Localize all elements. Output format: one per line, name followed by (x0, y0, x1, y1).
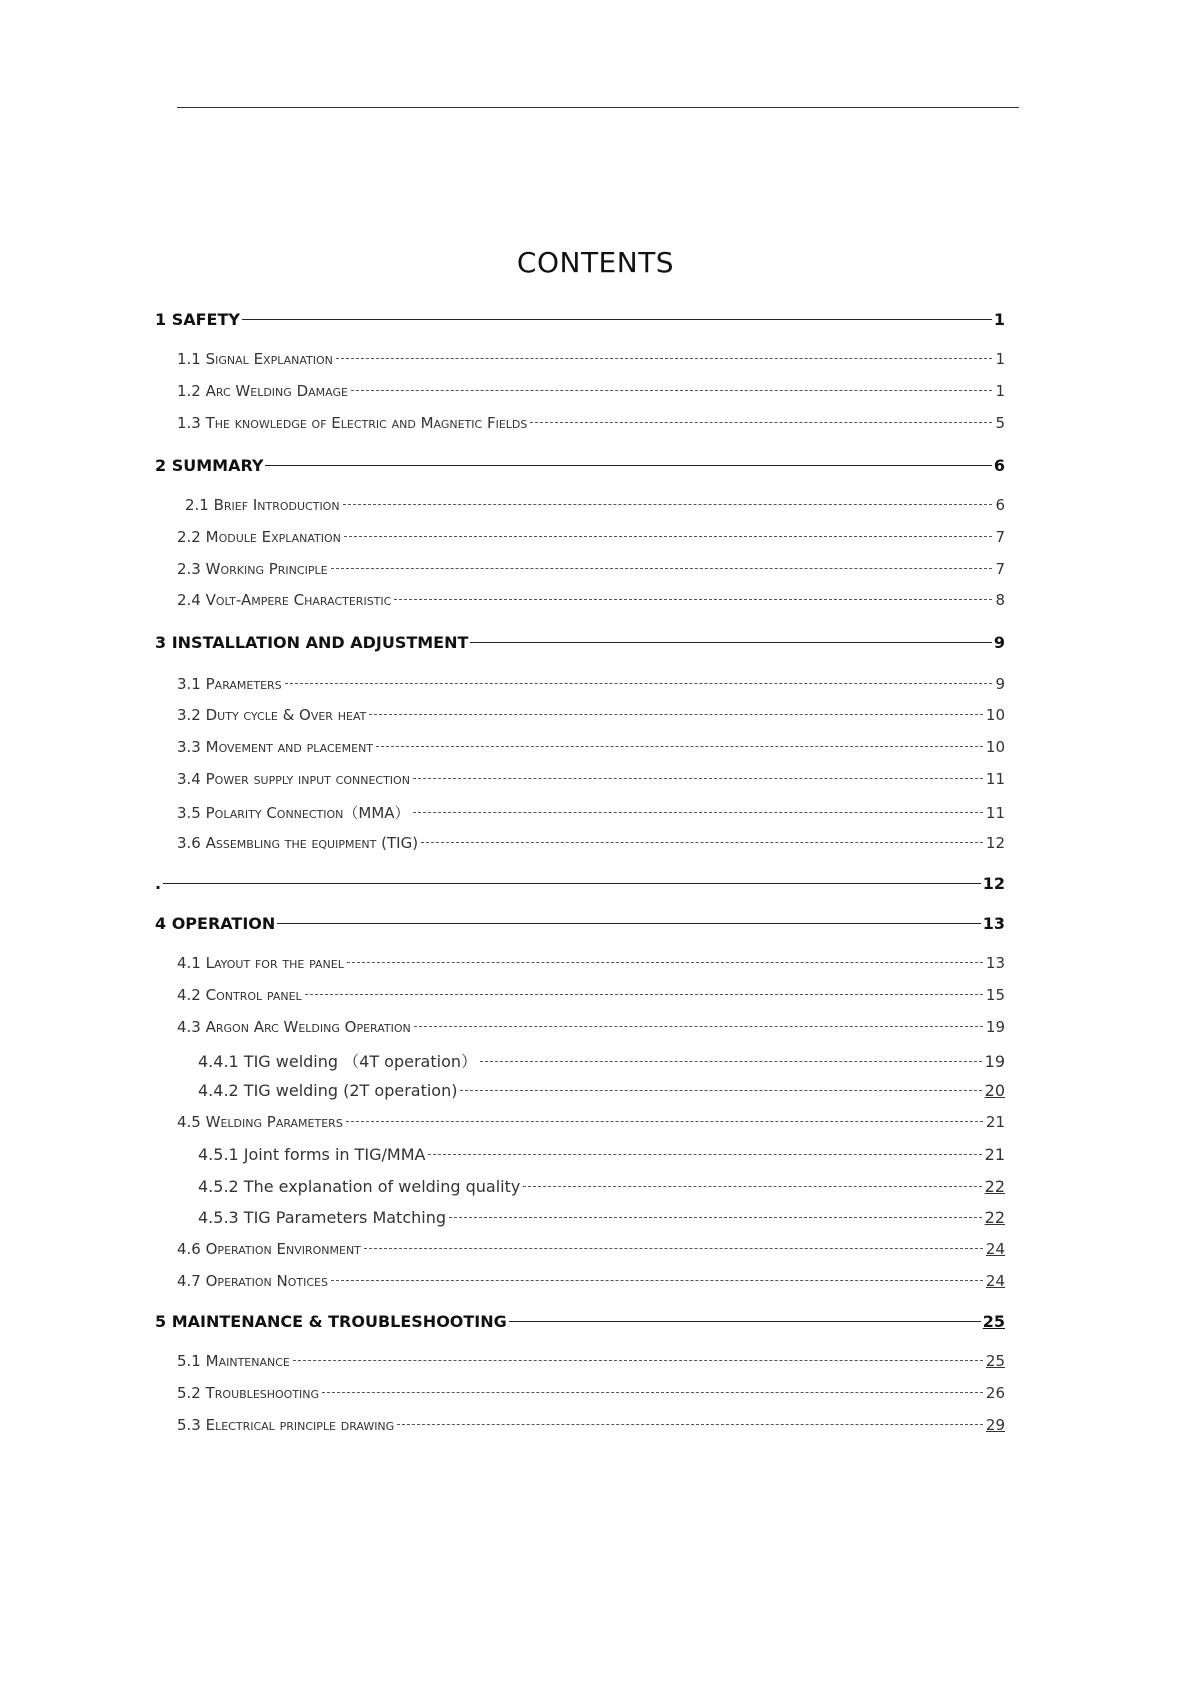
toc-section[interactable] (177, 738, 1005, 756)
toc-section[interactable] (177, 1272, 1005, 1290)
toc-section[interactable] (177, 1352, 1005, 1370)
toc-leader (413, 778, 983, 779)
toc-page-number: 12 (982, 874, 1005, 893)
toc-leader (347, 962, 983, 963)
toc-entry-label: 1.1 Signal Explanation (177, 350, 333, 368)
toc-leader (277, 923, 980, 924)
toc-entry-label: 3.1 Parameters (177, 675, 282, 693)
toc-page-number: 22 (984, 1177, 1005, 1196)
toc-entry-label: 4.7 Operation Notices (177, 1272, 328, 1290)
toc-page-number: 1 (995, 382, 1005, 400)
toc-page-number: 21 (984, 1145, 1005, 1164)
toc-section[interactable] (177, 560, 1005, 578)
toc-subsection[interactable] (198, 1081, 1005, 1100)
toc-chapter[interactable] (155, 310, 1005, 329)
toc-entry-label: 2.4 Volt-Ampere Characteristic (177, 591, 392, 609)
toc-section[interactable] (177, 591, 1005, 609)
toc-section[interactable] (177, 770, 1005, 788)
toc-section[interactable] (177, 1018, 1005, 1036)
toc-page-number: 26 (985, 1384, 1005, 1402)
toc-entry-label: 4.4.2 TIG welding (2T operation) (198, 1081, 458, 1100)
toc-entry-label: 5.2 Troubleshooting (177, 1384, 320, 1402)
toc-entry-label: 2.2 Module Explanation (177, 528, 341, 546)
toc-leader (285, 683, 993, 684)
toc-entry-label: . (155, 874, 162, 893)
toc-entry-label: 3.2 Duty cycle & Over heat (177, 706, 367, 724)
toc-page-number: 25 (982, 1312, 1005, 1331)
toc-leader (343, 504, 993, 505)
toc-chapter[interactable] (155, 874, 1005, 893)
toc-chapter[interactable] (155, 633, 1005, 652)
toc-leader (305, 994, 983, 995)
toc-section[interactable] (177, 1384, 1005, 1402)
toc-leader (421, 842, 983, 843)
toc-page-number: 24 (985, 1240, 1005, 1258)
toc-page-number: 19 (985, 1018, 1005, 1036)
toc-section[interactable] (177, 1240, 1005, 1258)
toc-page-number: 22 (984, 1208, 1005, 1227)
toc-page-number: 21 (985, 1113, 1005, 1131)
toc-leader (331, 568, 993, 569)
toc-leader (346, 1121, 983, 1122)
toc-entry-label: 4.5.1 Joint forms in TIG/MMA (198, 1145, 426, 1164)
toc-entry-label: 3.4 Power supply input connection (177, 770, 410, 788)
toc-page-number: 1 (993, 310, 1005, 329)
toc-leader (530, 422, 992, 423)
toc-leader (331, 1280, 983, 1281)
toc-leader (242, 319, 992, 320)
toc-page-number: 7 (995, 528, 1005, 546)
toc-entry-label: 4 OPERATION (155, 914, 276, 933)
toc-entry-label: 1.3 The knowledge of Electric and Magnetic Fields (177, 414, 528, 432)
toc-leader (397, 1424, 983, 1425)
toc-entry-label: 3 INSTALLATION AND ADJUSTMENT (155, 633, 469, 652)
toc-section[interactable] (177, 1113, 1005, 1131)
toc-page-number: 13 (982, 914, 1005, 933)
toc-entry-label: 4.2 Control panel (177, 986, 302, 1004)
toc-page-number: 5 (995, 414, 1005, 432)
toc-leader (364, 1248, 983, 1249)
toc-entry-label: 5.3 Electrical principle drawing (177, 1416, 395, 1434)
toc-page-number: 9 (995, 675, 1005, 693)
toc-leader (376, 746, 983, 747)
toc-entry-label: 5 MAINTENANCE & TROUBLESHOOTING (155, 1312, 507, 1331)
toc-leader (460, 1090, 981, 1091)
toc-entry-label: 5.1 Maintenance (177, 1352, 290, 1370)
toc-leader (509, 1321, 981, 1322)
toc-section[interactable] (177, 986, 1005, 1004)
page-title: CONTENTS (516, 246, 675, 279)
toc-subsection[interactable] (198, 1177, 1005, 1196)
toc-leader (414, 1026, 983, 1027)
toc-section[interactable] (177, 528, 1005, 546)
toc-section[interactable] (177, 802, 1005, 823)
toc-page-number: 20 (984, 1081, 1005, 1100)
toc-entry-label: 4.5.2 The explanation of welding quality (198, 1177, 521, 1196)
toc-leader (293, 1360, 983, 1361)
toc-page-number: 6 (993, 456, 1005, 475)
toc-leader (369, 714, 983, 715)
toc-leader (394, 599, 992, 600)
toc-section[interactable] (177, 414, 1005, 432)
toc-page-number: 7 (995, 560, 1005, 578)
toc-section[interactable] (177, 1416, 1005, 1434)
toc-leader (163, 883, 981, 884)
toc-entry-label: 2.1 Brief Introduction (185, 496, 340, 514)
toc-leader (523, 1186, 981, 1187)
toc-subsection[interactable] (198, 1208, 1005, 1227)
toc-page-number: 10 (985, 706, 1005, 724)
toc-page-number: 1 (995, 350, 1005, 368)
toc-entry-label: 2 SUMMARY (155, 456, 264, 475)
toc-leader (265, 465, 991, 466)
toc-entry-label: 4.5.3 TIG Parameters Matching (198, 1208, 446, 1227)
toc-entry-label: 1 SAFETY (155, 310, 240, 329)
toc-section[interactable] (177, 382, 1005, 400)
toc-entry-label: 2.3 Working Principle (177, 560, 328, 578)
toc-leader (336, 358, 993, 359)
toc-entry-label: 4.5 Welding Parameters (177, 1113, 343, 1131)
toc-subsection[interactable] (198, 1049, 1005, 1072)
toc-section[interactable] (177, 954, 1005, 972)
toc-page-number: 9 (993, 633, 1005, 652)
toc-leader (351, 390, 993, 391)
toc-section[interactable] (185, 496, 1005, 514)
toc-page-number: 29 (985, 1416, 1005, 1434)
toc-entry-label: 1.2 Arc Welding Damage (177, 382, 348, 400)
toc-page-number: 15 (985, 986, 1005, 1004)
toc-section[interactable] (177, 834, 1005, 852)
toc-leader (344, 536, 993, 537)
toc-section[interactable] (177, 706, 1005, 724)
toc-page-number: 6 (995, 496, 1005, 514)
toc-entry-label: 3.5 Polarity Connection（MMA） (177, 804, 410, 822)
toc-entry-label: 3.3 Movement and placement (177, 738, 374, 756)
toc-section[interactable] (177, 675, 1005, 693)
toc-leader (470, 642, 991, 643)
toc-leader (449, 1217, 982, 1218)
toc-chapter[interactable] (155, 456, 1005, 475)
toc-entry-label: 4.6 Operation Environment (177, 1240, 361, 1258)
toc-leader (413, 812, 983, 813)
toc-page-number: 11 (985, 804, 1005, 822)
toc-entry-label: 4.3 Argon Arc Welding Operation (177, 1018, 411, 1036)
toc-entry-label: 3.6 Assembling the equipment (TIG) (177, 834, 419, 852)
toc-page-number: 13 (985, 954, 1005, 972)
toc-page-number: 19 (984, 1052, 1005, 1071)
toc-page-number: 8 (995, 591, 1005, 609)
toc-entry-label: 4.4.1 TIG welding （4T operation） (198, 1052, 477, 1071)
toc-section[interactable] (177, 350, 1005, 368)
toc-page-number: 10 (985, 738, 1005, 756)
toc-leader (480, 1061, 982, 1062)
toc-entry-label: 4.1 Layout for the panel (177, 954, 344, 972)
toc-page-number: 25 (985, 1352, 1005, 1370)
toc-page-number: 11 (985, 770, 1005, 788)
toc-chapter[interactable] (155, 914, 1005, 933)
toc-subsection[interactable] (198, 1145, 1005, 1164)
toc-page-number: 24 (985, 1272, 1005, 1290)
toc-leader (322, 1392, 983, 1393)
toc-leader (428, 1154, 981, 1155)
toc-chapter[interactable] (155, 1312, 1005, 1331)
toc-page-number: 12 (985, 834, 1005, 852)
